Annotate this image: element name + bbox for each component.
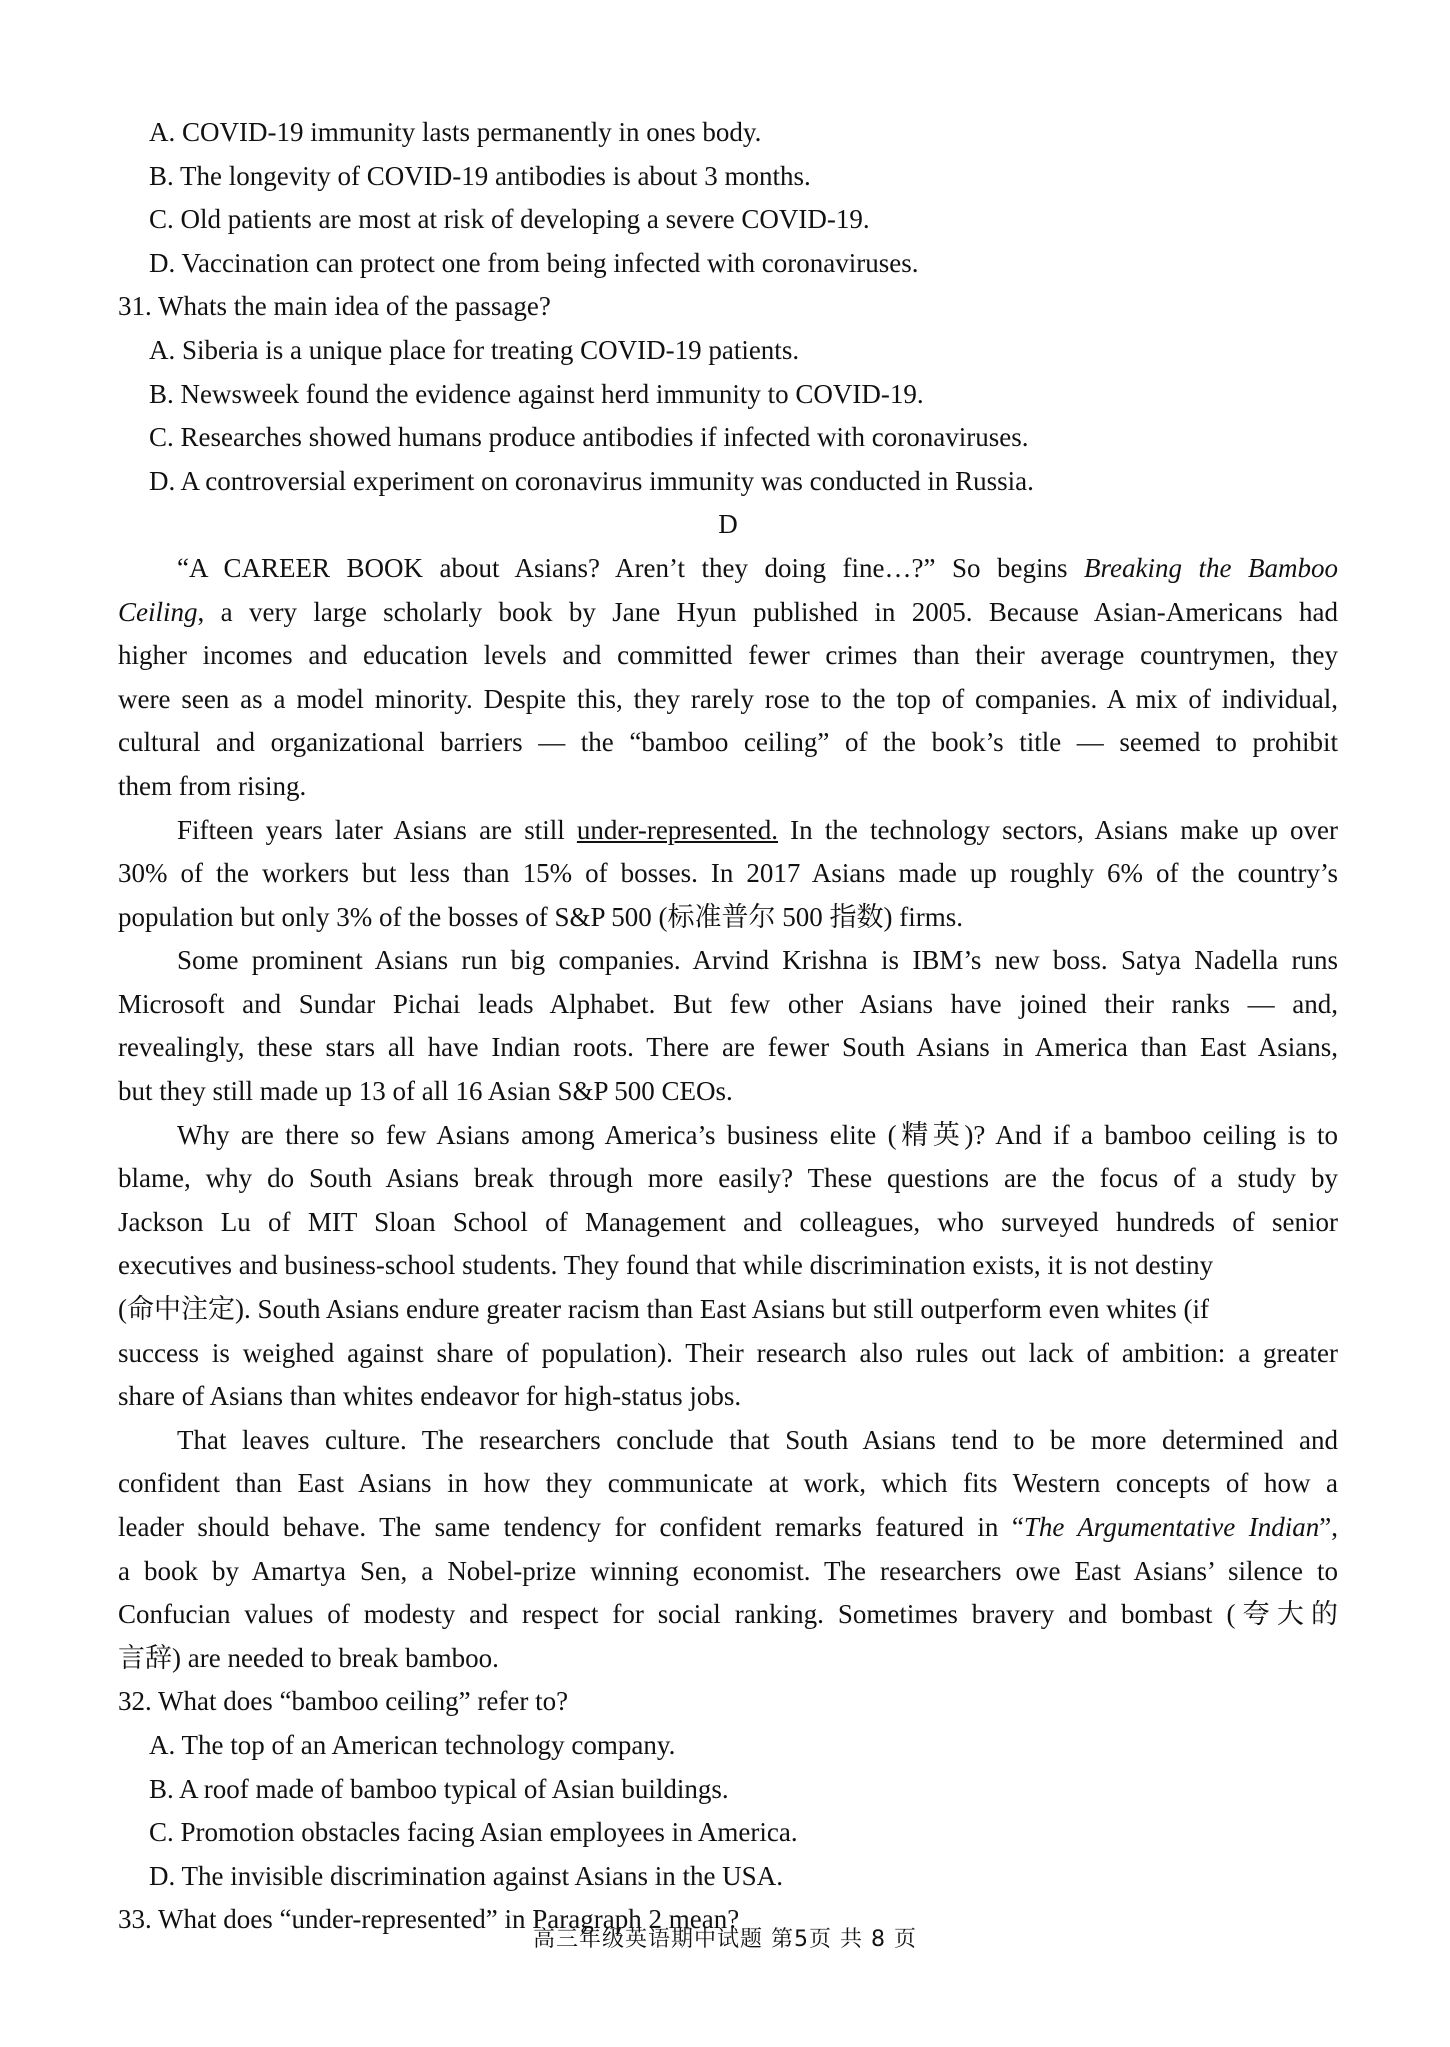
p1-text: , a very large scholarly book by Jane Hyun published in 2005. Because Asian-Americans had [197,596,1338,627]
p3-line: revealingly, these stars all have Indian roots. There are fewer South Asians in America than East Asians, [118,1032,1338,1063]
p1-text: “A CAREER BOOK about Asians? Aren’t they doing fine…?” So begins [177,552,1085,583]
q32-option-c: C. Promotion obstacles facing Asian employees in America. [149,1817,798,1848]
section-label: D [718,509,738,540]
q31-option-d: D. A controversial experiment on coronavirus immunity was conducted in Russia. [149,465,1034,496]
p5-line: confident than East Asians in how they communicate at work, which fits Western concepts of how a [118,1468,1338,1499]
q30-option-a: A. COVID-19 immunity lasts permanently in ones body. [149,117,762,147]
p3-line: but they still made up 13 of all 16 Asian S&P 500 CEOs. [118,1076,733,1107]
q31-stem: 31. Whats the main idea of the passage? [118,291,551,322]
p4-line: success is weighed against share of population). Their research also rules out lack of ambition: a greater [118,1337,1338,1368]
q33-stem: 33. What does “under-represented” in Paragraph 2 mean? [118,1904,740,1935]
q32-option-a: A. The top of an American technology company. [149,1729,676,1760]
p4-line: share of Asians than whites endeavor for high-status jobs. [118,1381,742,1412]
p3-line: Microsoft and Sundar Pichai leads Alphabet. But few other Asians have joined their ranks — and, [118,988,1338,1019]
p4-line: executives and business-school students. They found that while discrimination exists, it is not destiny [118,1250,1214,1281]
p4-line: blame, why do South Asians break through more easily? These questions are the focus of a study by [118,1163,1338,1194]
p4-line: Jackson Lu of MIT Sloan School of Management and colleagues, who surveyed hundreds of senior [118,1206,1338,1237]
p5-line: That leaves culture. The researchers conclude that South Asians tend to be more determined and [177,1424,1338,1455]
p1-line: them from rising. [118,770,307,801]
p1-line: cultural and organizational barriers — the “bamboo ceiling” of the book’s title — seemed to prohibit [118,727,1338,758]
q30-option-b: B. The longevity of COVID-19 antibodies is about 3 months. [149,160,811,191]
book-title: The Argumentative Indian [1023,1512,1320,1542]
q30-option-d: D. Vaccination can protect one from being infected with coronaviruses. [149,247,919,278]
p5-line: 言辞) are needed to break bamboo. [118,1642,499,1673]
p5-line [118,1506,1338,1550]
p2-line: 30% of the workers but less than 15% of bosses. In 2017 Asians made up roughly 6% of the country’s [118,858,1338,889]
q31-option-b: B. Newsweek found the evidence against herd immunity to COVID-19. [149,378,924,409]
p2-line [118,809,1338,853]
q31-option-a: A. Siberia is a unique place for treating COVID-19 patients. [149,334,800,365]
book-title: Breaking the Bamboo [1084,552,1338,583]
book-title: Ceiling [118,596,198,627]
q30-option-c: C. Old patients are most at risk of developing a severe COVID-19. [149,204,870,235]
p1-line: were seen as a model minority. Despite this, they rarely rose to the top of companies. A mix of individual, [118,683,1338,714]
p1-line: higher incomes and education levels and committed fewer crimes than their average countrymen, they [118,640,1338,671]
p1-line [118,547,1338,591]
p4-line: (命中注定). South Asians endure greater racism than East Asians but still outperform even whites (if [118,1294,1210,1325]
q32-option-d: D. The invisible discrimination against Asians in the USA. [149,1860,783,1891]
p5-text: leader should behave. The same tendency for confident remarks featured in “ [118,1512,1024,1542]
q32-option-b: B. A roof made of bamboo typical of Asian buildings. [149,1773,729,1804]
q31-option-c: C. Researches showed humans produce antibodies if infected with coronaviruses. [149,422,1029,453]
p2-line: population but only 3% of the bosses of S&P 500 (标准普尔 500 指数) firms. [118,901,963,932]
underlined-term: under-represented. [576,814,779,845]
p4-line: Why are there so few Asians among America’s business elite (精英)? And if a bamboo ceiling is to [177,1119,1338,1150]
p5-line: a book by Amartya Sen, a Nobel-prize winning economist. The researchers owe East Asians’ silence to [118,1555,1338,1586]
p2-text: In the technology sectors, Asians make up over [778,814,1338,845]
q32-stem: 32. What does “bamboo ceiling” refer to? [118,1686,569,1717]
p5-line: Confucian values of modesty and respect for social ranking. Sometimes bravery and bombast (夸大的 [118,1599,1338,1630]
page-content [118,111,1338,1942]
p1-line [118,591,1338,635]
p5-text: ”, [1319,1512,1338,1542]
p3-line: Some prominent Asians run big companies. Arvind Krishna is IBM’s new boss. Satya Nadella runs [177,945,1338,976]
page-footer: 高三年级英语期中试题 第5页 共 8 页 [533,1927,917,1952]
p2-text: Fifteen years later Asians are still [177,814,577,845]
